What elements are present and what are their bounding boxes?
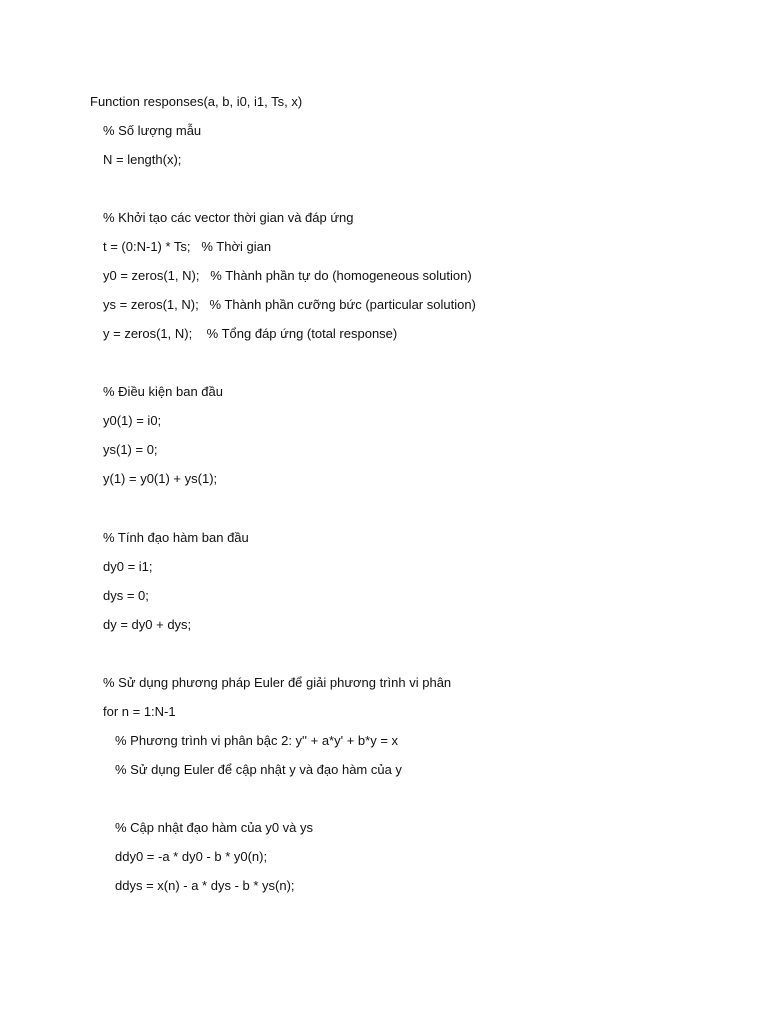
code-line-y0-init: y0(1) = i0;: [103, 413, 162, 428]
code-line-function-header: Function responses(a, b, i0, i1, Ts, x): [90, 94, 303, 109]
code-line-comment-euler-method: % Sử dụng phương pháp Euler để giải phương trình vi phân: [103, 675, 452, 690]
code-line-ys-zeros: ys = zeros(1, N); % Thành phần cưỡng bức (particular solution): [103, 297, 476, 312]
code-line-n-length: N = length(x);: [103, 152, 182, 167]
code-line-time-vector: t = (0:N-1) * Ts; % Thời gian: [103, 239, 272, 254]
code-line-y-zeros: y = zeros(1, N); % Tổng đáp ứng (total response): [103, 326, 398, 341]
code-line-comment-ode: % Phương trình vi phân bậc 2: y'' + a*y' + b*y = x: [115, 733, 399, 748]
code-line-ys-init: ys(1) = 0;: [103, 442, 158, 457]
code-line-y0-zeros: y0 = zeros(1, N); % Thành phần tự do (homogeneous solution): [103, 268, 472, 283]
code-line-dy-init: dy = dy0 + dys;: [103, 617, 192, 632]
code-line-comment-initial-derivative: % Tính đạo hàm ban đầu: [103, 530, 249, 545]
code-line-for-loop: for n = 1:N-1: [103, 704, 176, 719]
code-line-comment-sample-count: % Số lượng mẫu: [103, 123, 202, 138]
code-line-comment-init-vectors: % Khởi tạo các vector thời gian và đáp ứng: [103, 210, 354, 225]
code-line-ddys: ddys = x(n) - a * dys - b * ys(n);: [115, 878, 295, 893]
code-line-comment-update-derivatives: % Cập nhật đạo hàm của y0 và ys: [115, 820, 314, 835]
code-line-dy0-init: dy0 = i1;: [103, 559, 153, 574]
code-line-ddy0: ddy0 = -a * dy0 - b * y0(n);: [115, 849, 268, 864]
code-line-comment-initial-conditions: % Điều kiện ban đầu: [103, 384, 223, 399]
code-line-dys-init: dys = 0;: [103, 588, 149, 603]
code-line-comment-euler-update: % Sử dụng Euler để cập nhật y và đạo hàm của y: [115, 762, 402, 777]
code-line-y-init: y(1) = y0(1) + ys(1);: [103, 471, 218, 486]
